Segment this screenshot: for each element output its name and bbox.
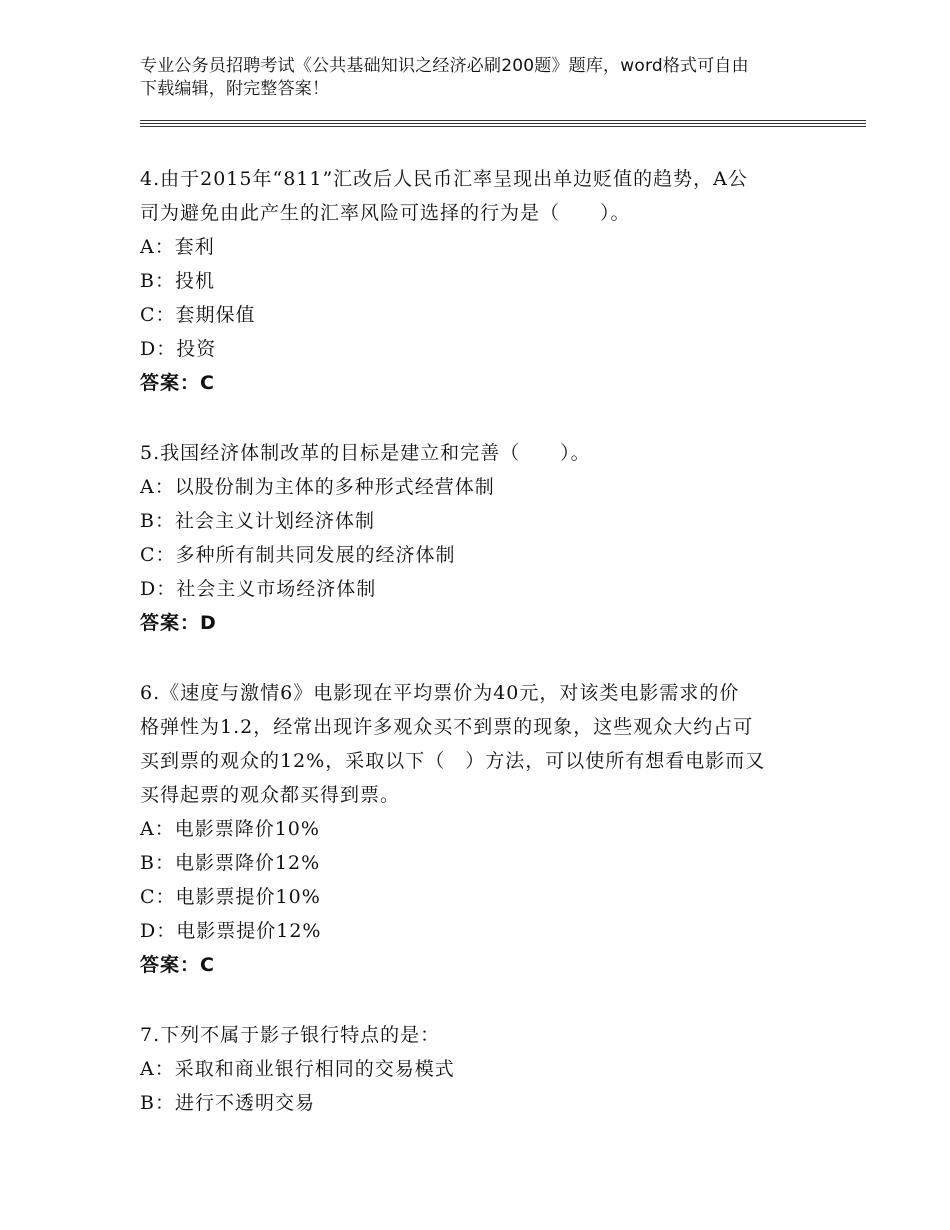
option-d: D：投资 [140, 338, 217, 360]
option-b: B：电影票降价12% [140, 852, 321, 874]
option-b: B：社会主义计划经济体制 [140, 510, 375, 532]
answer-label: 答案：C [140, 954, 215, 976]
option-d: D：电影票提价12% [140, 920, 322, 942]
question-stem-line: 7.下列不属于影子银行特点的是： [140, 1024, 441, 1046]
question-stem-line: 司为避免由此产生的汇率风险可选择的行为是（ ）。 [140, 202, 631, 224]
header-line-2: 下载编辑，附完整答案！ [140, 79, 330, 99]
option-a: A：电影票降价10% [140, 818, 320, 840]
option-c: C：多种所有制共同发展的经济体制 [140, 544, 456, 566]
question-stem-line: 4.由于2015年“811”汇改后人民币汇率呈现出单边贬值的趋势，A公 [140, 168, 748, 190]
option-a: A：采取和商业银行相同的交易模式 [140, 1058, 455, 1080]
question-stem-line: 6.《速度与激情6》电影现在平均票价为40元，对该类电影需求的价 [140, 682, 740, 704]
option-d: D：社会主义市场经济体制 [140, 578, 377, 600]
option-c: C：电影票提价10% [140, 886, 321, 908]
header-divider-2 [140, 123, 866, 124]
question-5 [140, 436, 820, 640]
header-divider-3 [140, 126, 866, 127]
answer-label: 答案：D [140, 612, 217, 634]
answer-label: 答案：C [140, 372, 215, 394]
question-stem-line: 买到票的观众的12%，采取以下（ ）方法，可以使所有想看电影而又 [140, 750, 766, 772]
question-spacer [140, 400, 820, 436]
option-b: B：进行不透明交易 [140, 1092, 315, 1114]
question-4 [140, 162, 820, 400]
header-line-1: 专业公务员招聘考试《公共基础知识之经济必刷200题》题库，word格式可自由 [140, 56, 749, 76]
option-a: A：套利 [140, 236, 215, 258]
option-a: A：以股份制为主体的多种形式经营体制 [140, 476, 495, 498]
question-list [140, 162, 820, 1120]
question-7 [140, 1018, 820, 1120]
question-spacer [140, 640, 820, 676]
question-stem-line: 格弹性为1.2，经常出现许多观众买不到票的现象，这些观众大约占可 [140, 716, 754, 738]
question-spacer [140, 982, 820, 1018]
question-stem-line: 5.我国经济体制改革的目标是建立和完善（ ）。 [140, 442, 591, 464]
question-6 [140, 676, 820, 982]
option-b: B：投机 [140, 270, 215, 292]
question-stem-line: 买得起票的观众都买得到票。 [140, 784, 401, 806]
option-c: C：套期保值 [140, 304, 256, 326]
header-divider-1 [140, 120, 866, 121]
document-header [140, 55, 810, 101]
